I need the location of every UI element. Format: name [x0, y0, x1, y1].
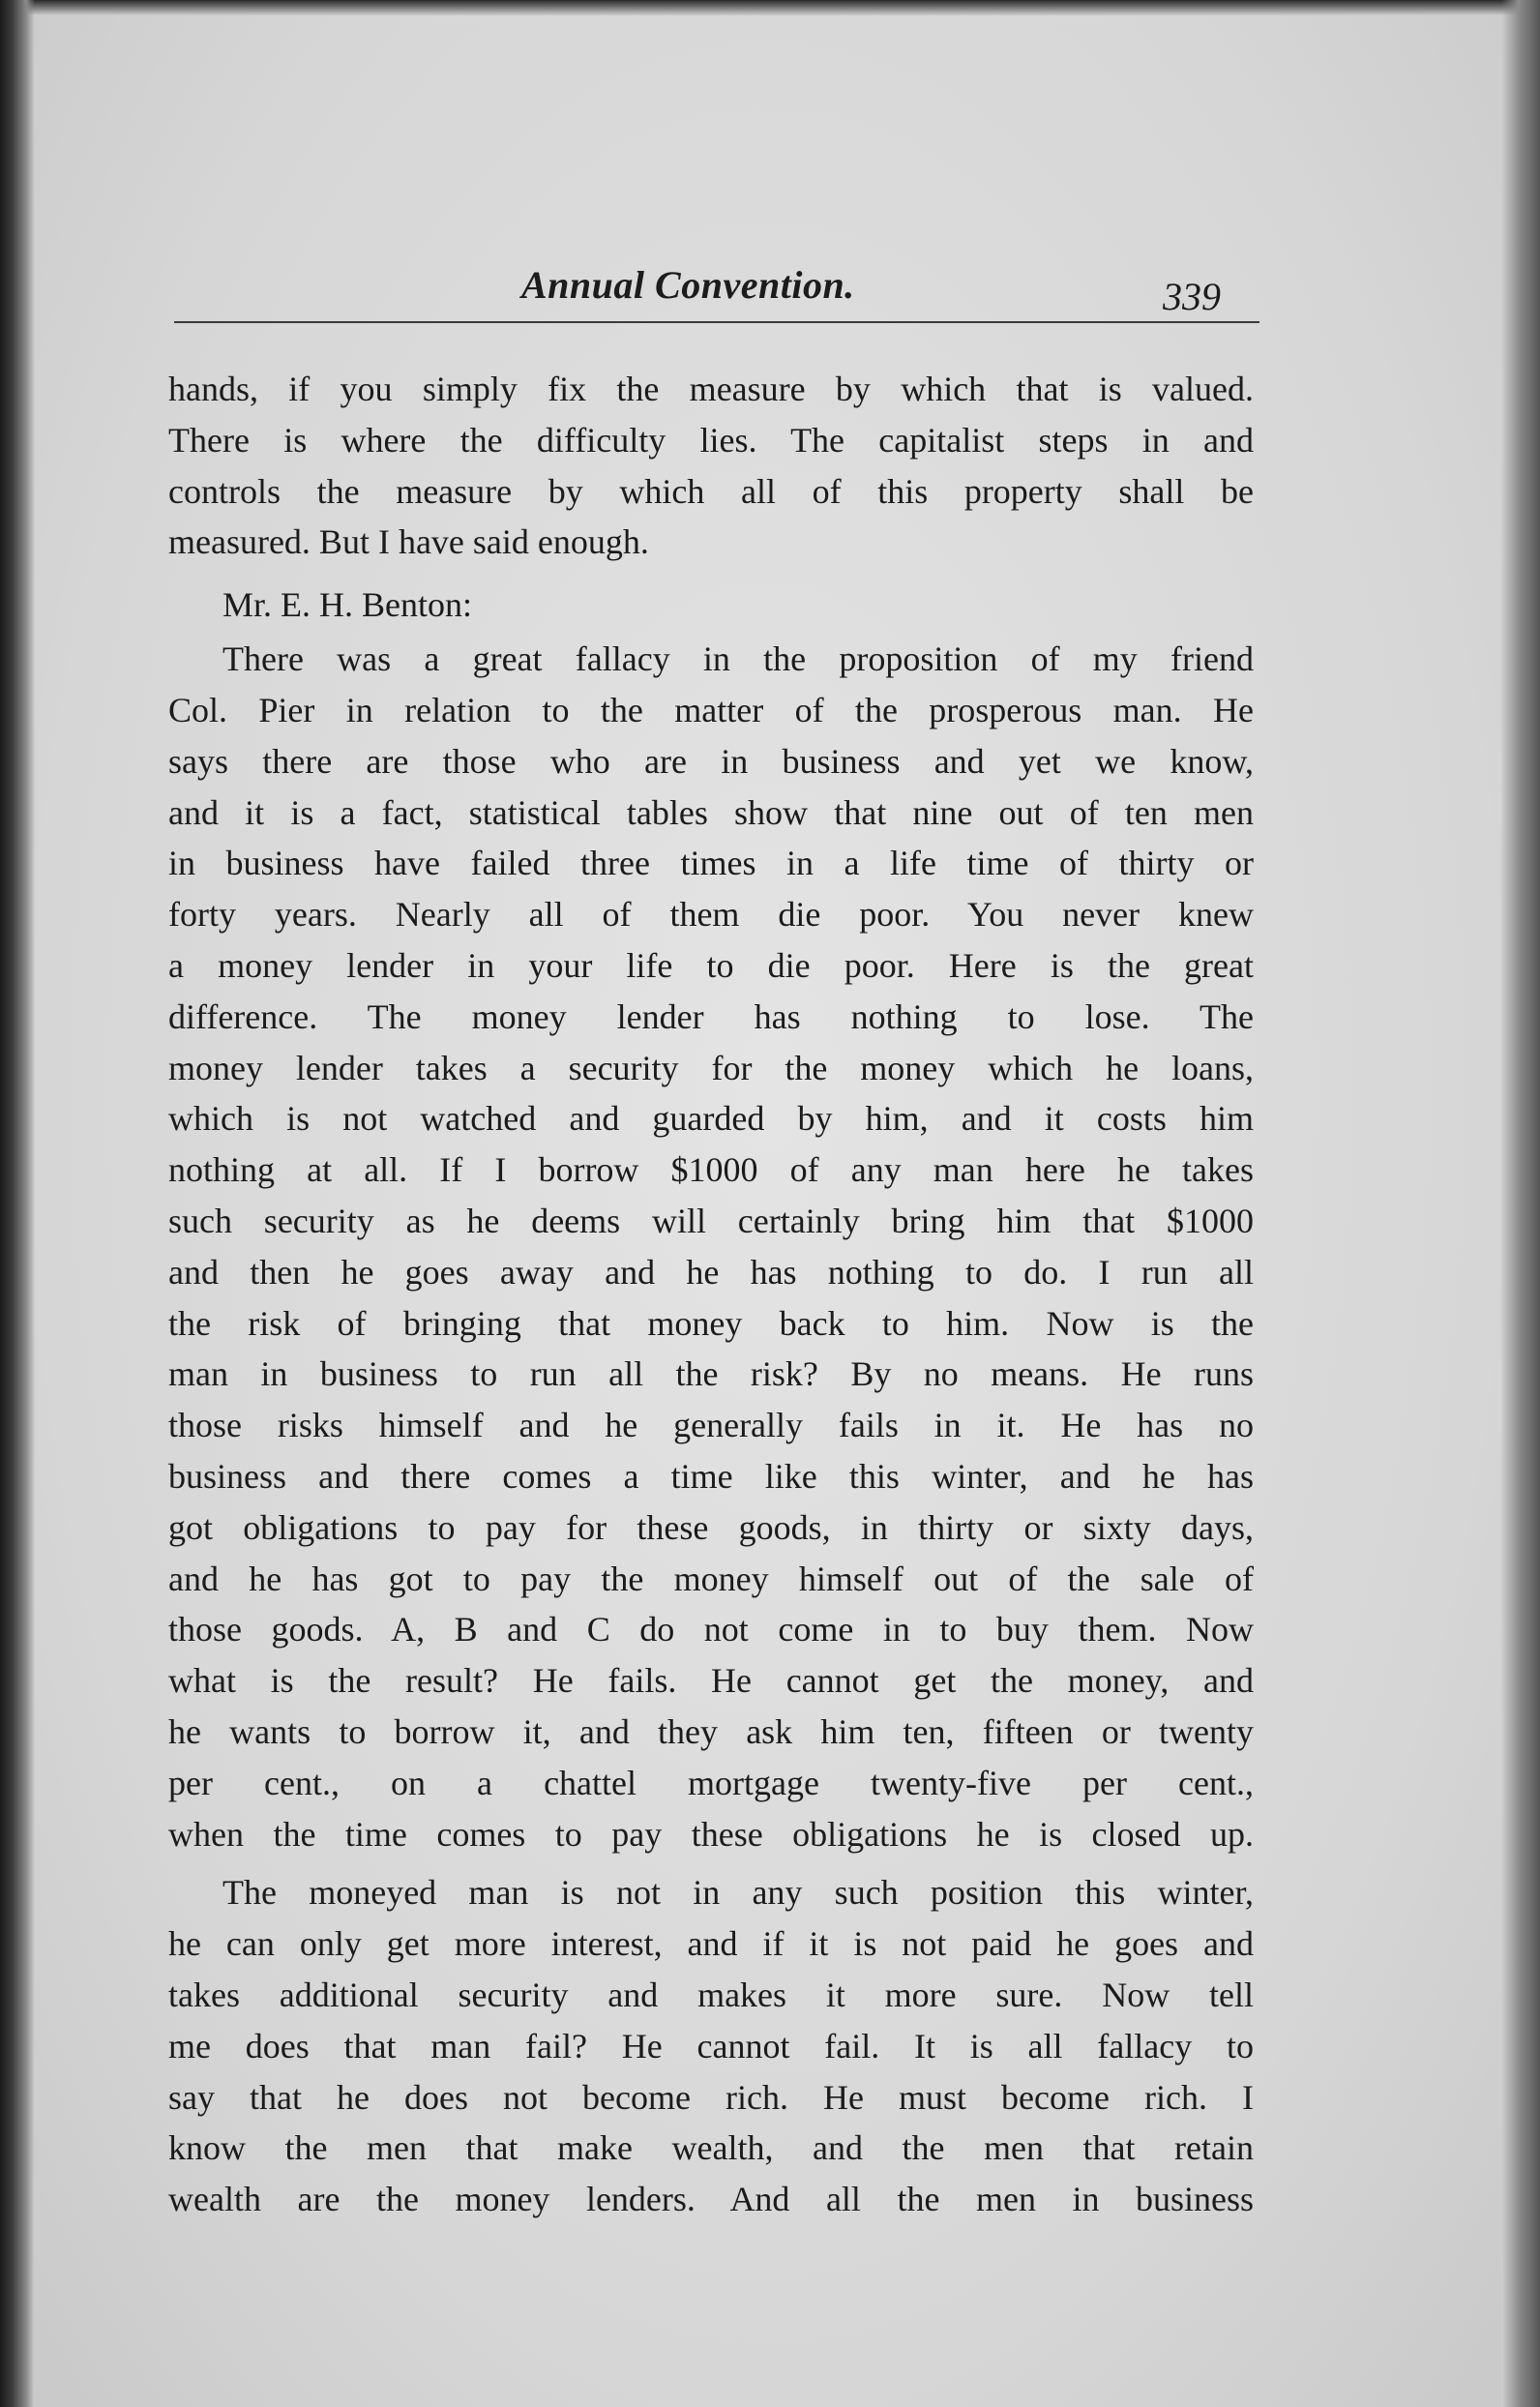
text-line: those risks himself and he generally fails in it. He has no [168, 1406, 1254, 1445]
text-line: man in business to run all the risk? By no means. He runs [168, 1354, 1254, 1394]
paragraph-spacer [168, 1859, 1254, 1867]
text-line: which is not watched and guarded by him, and it costs him [168, 1099, 1254, 1139]
running-head [35, 262, 1501, 320]
text-line: forty years. Nearly all of them die poor. You never knew [168, 895, 1254, 935]
header-rule [174, 321, 1259, 323]
text-line: me does that man fail? He cannot fail. It is all fallacy to [168, 2026, 1254, 2065]
running-head-title: Annual Convention. [521, 263, 855, 307]
text-line: a money lender in your life to die poor. Here is the great [168, 945, 1254, 985]
body-text [168, 364, 1254, 2225]
text-line: Col. Pier in relation to the matter of the prosperous man. He [168, 690, 1254, 729]
text-line: he can only get more interest, and if it is not paid he goes and [168, 1924, 1254, 1964]
text-line: and he has got to pay the money himself out of the sale of [168, 1559, 1254, 1598]
text-line: There is where the difficulty lies. The capitalist steps in and [168, 420, 1254, 460]
text-line: measured. But I have said enough. [168, 522, 649, 562]
text-line: he wants to borrow it, and they ask him ten, fifteen or twenty [168, 1711, 1254, 1751]
continuation-paragraph [168, 364, 1254, 568]
text-line: got obligations to pay for these goods, in thirty or sixty days, [168, 1507, 1254, 1547]
text-line: the risk of bringing that money back to him. Now is the [168, 1303, 1254, 1343]
text-line: difference. The money lender has nothing to lose. The [168, 996, 1254, 1036]
top-edge-shadow [0, 0, 1540, 15]
right-edge-shadow [1501, 0, 1540, 2407]
text-line: when the time comes to pay these obligations he is closed up. [168, 1814, 1254, 1854]
book-page [35, 15, 1501, 2407]
paragraph-1 [168, 634, 1254, 1859]
text-line: what is the result? He fails. He cannot get the money, and [168, 1661, 1254, 1701]
text-line: takes additional security and makes it more sure. Now tell [168, 1975, 1254, 2014]
text-line: nothing at all. If I borrow $1000 of any man here he takes [168, 1150, 1254, 1190]
text-line: wealth are the money lenders. And all the men in business [168, 2180, 1254, 2219]
text-line: and it is a fact, statistical tables show that nine out of ten men [168, 792, 1254, 832]
paragraph-2 [168, 1867, 1254, 2225]
text-line: hands, if you simply fix the measure by which that is valued. [168, 370, 1254, 408]
text-line: The moneyed man is not in any such position this winter, [222, 1873, 1254, 1913]
text-line: and then he goes away and he has nothing to do. I run all [168, 1252, 1254, 1292]
text-line: those goods. A, B and C do not come in to buy them. Now [168, 1610, 1254, 1649]
text-line: says there are those who are in business and yet we know, [168, 741, 1254, 781]
text-line: say that he does not become rich. He must become rich. I [168, 2077, 1254, 2117]
book-spine-shadow [0, 0, 35, 2407]
text-line: There was a great fallacy in the proposition of my friend [222, 639, 1254, 679]
text-line: such security as he deems will certainly bring him that $1000 [168, 1201, 1254, 1240]
text-line: per cent., on a chattel mortgage twenty-five per cent., [168, 1763, 1254, 1802]
text-line: know the men that make wealth, and the men that retain [168, 2128, 1254, 2168]
page-number: 339 [1163, 275, 1221, 318]
speaker-heading: Mr. E. H. Benton: [222, 585, 472, 625]
text-line: controls the measure by which all of this property shall be [168, 471, 1254, 511]
text-line: money lender takes a security for the money which he loans, [168, 1048, 1254, 1087]
text-line: in business have failed three times in a life time of thirty or [168, 844, 1254, 883]
text-line: business and there comes a time like this winter, and he has [168, 1456, 1254, 1496]
